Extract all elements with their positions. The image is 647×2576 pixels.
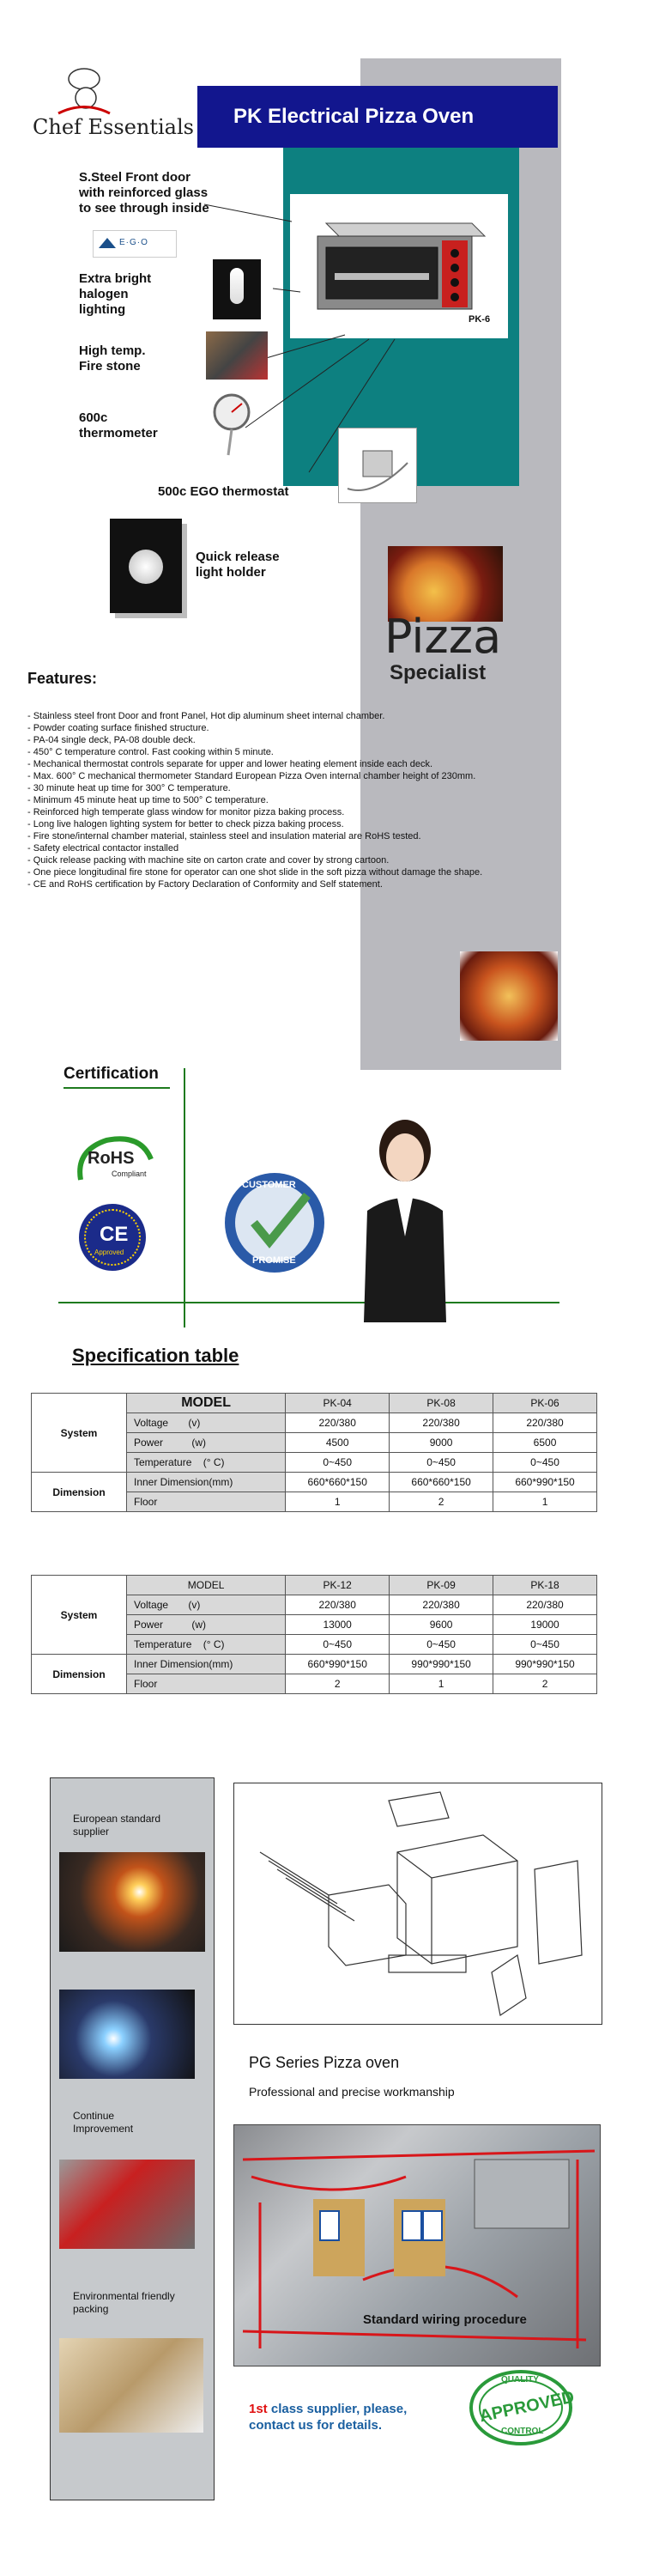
sidebar-caption-european: European standard supplier [73,1813,161,1838]
spec-heading: Specification table [72,1345,239,1366]
contact-cta [249,2401,407,2433]
table-cell: 660*660*150 [286,1473,390,1492]
workshop-photo [59,2160,195,2249]
callout-front-door: S.Steel Front door with reinforced glass to see through inside [79,170,209,216]
customer-promise-badge [221,1170,328,1276]
table-cell: 220/380 [286,1413,390,1433]
table-header-cell: PK-06 [493,1394,597,1413]
row-unit: (v) [188,1599,201,1611]
feature-item: - Quick release packing with machine site on carton crate and cover by strong cartoon. [27,855,390,866]
table-cell: 660*660*150 [390,1473,493,1492]
feature-item: - Max. 600° C mechanical thermometer Standard European Pizza Oven internal chamber height of 230mm. [27,771,476,781]
light-holder-icon [129,550,163,584]
table-cell: 0~450 [286,1635,390,1655]
feature-item: - 450° C temperature control. Fast cooking within 5 minute. [27,747,274,757]
feature-item: - Reinforced high temperate glass window for monitor pizza baking process. [27,807,345,817]
table-header-cell: MODEL [127,1394,286,1413]
certification-horizontal-divider [58,1302,559,1303]
table-cell: Dimension [32,1473,127,1512]
cta-prefix: 1st [249,2402,268,2416]
spec-table-2 [31,1575,597,1694]
feature-item: - Mechanical thermostat controls separate for upper and lower heating element inside each deck. [27,759,433,769]
logo-text: Chef Essentials [33,115,194,139]
table-cell [127,1635,286,1655]
table-cell: 0~450 [286,1453,390,1473]
rohs-badge [72,1133,158,1188]
table-header-cell: PK-12 [286,1576,390,1595]
table-header-cell: MODEL [127,1576,286,1595]
feature-item: - Stainless steel front Door and front Panel, Hot dip aluminum sheet internal chamber. [27,711,385,721]
welding-photo [59,1990,195,2079]
table-cell: 220/380 [286,1595,390,1615]
callout-thermometer: 600c thermometer [79,410,158,440]
table-cell: Floor [127,1492,286,1512]
wiring-caption: Standard wiring procedure [363,2312,527,2327]
table-cell: 220/380 [390,1413,493,1433]
row-unit: (w) [191,1437,207,1449]
feature-item: - 30 minute heat up time for 300° C temperature. [27,783,231,793]
table-cell: 660*990*150 [493,1473,597,1492]
feature-item: - Minimum 45 minute heat up time to 500° C temperature. [27,795,269,805]
table-cell: System [32,1394,127,1473]
row-label: Temperature [134,1456,192,1468]
row-unit: (w) [191,1619,207,1631]
table-cell: Dimension [32,1655,127,1694]
table-cell: 9000 [390,1433,493,1453]
table-cell: Inner Dimension(mm) [127,1655,286,1674]
table-cell [127,1433,286,1453]
sidebar-caption-improvement: Continue Improvement [73,2110,134,2135]
table-cell: Inner Dimension(mm) [127,1473,286,1492]
feature-item: - Powder coating surface finished structure. [27,723,209,733]
feature-item: - Fire stone/internal chamber material, stainless steel and insulation material are RoHS tested. [27,831,421,841]
ego-logo [93,230,177,258]
features-list [27,710,577,890]
thermometer-photo [209,392,261,457]
ego-mark-icon [99,238,116,248]
feature-item: - PA-04 single deck, PA-08 double deck. [27,735,196,745]
thermostat-photo [338,428,417,503]
table-header-cell: PK-18 [493,1576,597,1595]
stamp-mid-text: APPROVED [477,2387,577,2427]
model-tag: PK-6 [469,314,491,325]
stamp-top-text: QUALITY [501,2375,539,2385]
ego-logo-text: E·G·O [119,238,148,247]
table-cell: 220/380 [493,1413,597,1433]
series-title: PG Series Pizza oven [249,2054,400,2071]
page-title: PK Electrical Pizza Oven [233,105,475,128]
pizza-slice-photo [460,951,558,1041]
row-label: Voltage [134,1417,169,1429]
promise-top-text: CUSTOMER [242,1180,296,1190]
wiring-photo [233,2124,601,2366]
rohs-sub-text: Compliant [112,1170,147,1178]
table-cell: 0~450 [390,1453,493,1473]
table-row [32,1655,597,1674]
ce-text: CE [100,1223,129,1246]
table-cell: 0~450 [390,1635,493,1655]
stamp-bottom-text: CONTROL [501,2427,544,2436]
table-cell: 9600 [390,1615,493,1635]
table-cell: 220/380 [493,1595,597,1615]
quality-control-stamp [467,2366,575,2449]
feature-item: - Long live halogen lighting system for better to check pizza baking process. [27,819,344,829]
halogen-bulb-photo [213,259,261,319]
feature-item: - One piece longitudinal fire stone for operator can one shot slide in the soft pizza without damage the shape. [27,867,483,878]
row-label: Power [134,1437,164,1449]
callout-thermostat: 500c EGO thermostat [158,484,289,499]
table-header-cell: PK-09 [390,1576,493,1595]
callout-halogen: Extra bright halogen lighting [79,271,152,317]
packing-photo [59,2338,203,2433]
ce-sub-text: Approved [94,1249,124,1256]
table-cell [127,1595,286,1615]
table-cell: 13000 [286,1615,390,1635]
support-agent-photo [347,1108,463,1324]
table-row [32,1576,597,1595]
table-cell [127,1453,286,1473]
pizza-specialist-word: Specialist [390,661,487,684]
table-row [32,1473,597,1492]
cta-line-2: contact us for details. [249,2418,383,2433]
table-row [32,1394,597,1413]
table-cell: 220/380 [390,1595,493,1615]
table-cell: 19000 [493,1615,597,1635]
table-cell [127,1615,286,1635]
table-cell: 660*990*150 [286,1655,390,1674]
cta-line-1: class supplier, please, [267,2402,408,2416]
row-label: Voltage [134,1599,169,1611]
promise-bottom-text: PROMISE [252,1255,296,1266]
light-holder-photo [110,519,182,613]
feature-item: - CE and RoHS certification by Factory Declaration of Conformity and Self statement. [27,879,383,890]
table-cell: 2 [493,1674,597,1694]
spec-table-1 [31,1393,597,1512]
row-label: Power [134,1619,164,1631]
certification-vertical-divider [184,1068,185,1327]
rohs-text: RoHS [88,1149,135,1168]
sidebar-caption-packing: Environmental friendly packing [73,2290,175,2315]
table-header-cell: PK-08 [390,1394,493,1413]
table-cell: 2 [286,1674,390,1694]
table-cell: 6500 [493,1433,597,1453]
table-cell: 0~450 [493,1453,597,1473]
table-cell: 0~450 [493,1635,597,1655]
certification-heading: Certification [63,1065,159,1083]
table-cell: 1 [390,1674,493,1694]
callout-light-holder: Quick release light holder [196,550,280,580]
feature-item: - Safety electrical contactor installed [27,843,179,854]
laser-cutting-photo [59,1852,205,1952]
certification-underline [63,1087,170,1089]
row-unit: (° C) [203,1456,225,1468]
table-cell: 2 [390,1492,493,1512]
table-cell: 1 [493,1492,597,1512]
table-cell: Floor [127,1674,286,1694]
fire-stone-photo [206,331,268,380]
table-cell: System [32,1576,127,1655]
exploded-diagram-frame [233,1783,602,2025]
table-cell: 1 [286,1492,390,1512]
row-unit: (° C) [203,1638,225,1650]
bulb-icon [230,268,244,304]
table-header-cell: PK-04 [286,1394,390,1413]
row-label: Temperature [134,1638,192,1650]
table-cell: 4500 [286,1433,390,1453]
table-cell [127,1413,286,1433]
pizza-word: Pizza [384,610,502,664]
factory-sidebar [50,1777,215,2500]
row-unit: (v) [188,1417,201,1429]
table-cell: 990*990*150 [390,1655,493,1674]
ce-approved-badge [79,1204,146,1271]
table-cell: 990*990*150 [493,1655,597,1674]
features-heading: Features: [27,670,98,687]
series-subtitle: Professional and precise workmanship [249,2085,455,2099]
callout-fire-stone: High temp. Fire stone [79,343,146,374]
